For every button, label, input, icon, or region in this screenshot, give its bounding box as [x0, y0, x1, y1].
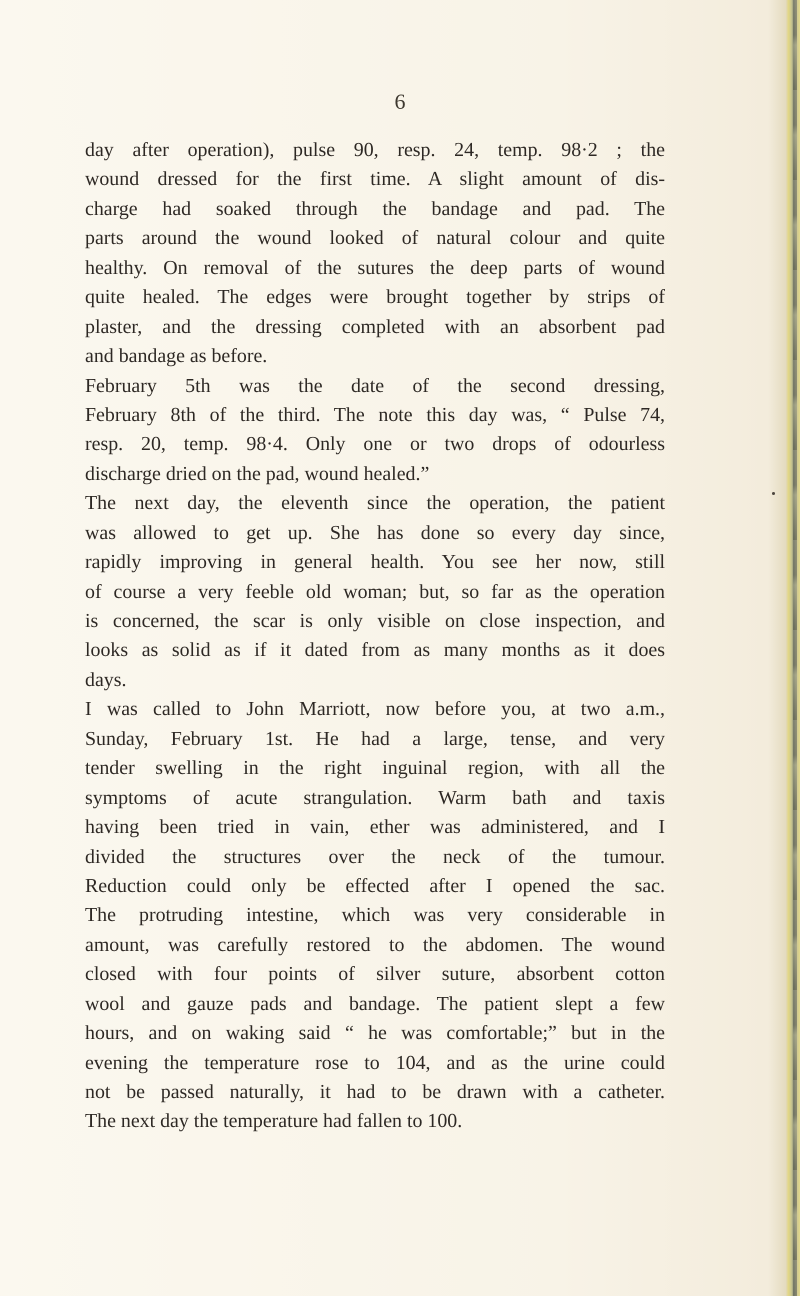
text-line: and bandage as before. — [85, 345, 268, 368]
text-line: days. — [85, 668, 127, 691]
text-line: tender swelling in the right inguinal region, with all the — [85, 757, 665, 780]
text-line: wool and gauze pads and bandage. The patient slept a few — [85, 992, 665, 1015]
text-line: The protruding intestine, which was very considerable in — [85, 904, 665, 927]
text-line: The next day the temperature had fallen to 100. — [85, 1110, 463, 1133]
text-line: healthy. On removal of the sutures the deep parts of wound — [85, 256, 665, 279]
text-line: amount, was carefully restored to the abdomen. The wound — [85, 933, 665, 956]
text-line: quite healed. The edges were brought together by strips of — [85, 286, 665, 309]
page-number: 6 — [394, 89, 406, 114]
text-line: Reduction could only be effected after I opened the sac. — [85, 874, 665, 897]
text-line: discharge dried on the pad, wound healed.” — [85, 462, 430, 485]
text-line: is concerned, the scar is only visible on close inspection, and — [85, 610, 665, 632]
text-line: parts around the wound looked of natural colour and quite — [85, 227, 665, 250]
text-line: The next day, the eleventh since the operation, the patient — [85, 492, 665, 515]
text-line: hours, and on waking said “ he was comfortable;” but in the — [85, 1022, 665, 1045]
page-edge-shadow — [793, 0, 797, 1296]
text-line: closed with four points of silver suture, absorbent cotton — [85, 963, 665, 986]
text-line: rapidly improving in general health. You see her now, still — [85, 551, 665, 574]
body-text — [85, 136, 665, 1137]
text-line: divided the structures over the neck of the tumour. — [85, 845, 665, 868]
text-line: plaster, and the dressing completed with an absorbent pad — [85, 315, 665, 338]
text-line: not be passed naturally, it had to be drawn with a catheter. — [85, 1081, 665, 1103]
text-line: was allowed to get up. She has done so every day since, — [85, 521, 665, 544]
text-line: evening the temperature rose to 104, and as the urine could — [85, 1051, 665, 1074]
ink-speck — [772, 492, 775, 495]
text-line: symptoms of acute strangulation. Warm bath and taxis — [85, 786, 665, 809]
text-line: I was called to John Marriott, now before you, at two a.m., — [85, 698, 665, 721]
text-line: wound dressed for the first time. A slight amount of dis- — [85, 168, 665, 191]
text-line: February 5th was the date of the second dressing, — [85, 374, 665, 397]
text-line: resp. 20, temp. 98·4. Only one or two drops of odourless — [85, 433, 665, 456]
text-line: charge had soaked through the bandage and pad. The — [85, 197, 665, 220]
text-line: day after operation), pulse 90, resp. 24, temp. 98·2 ; the — [85, 139, 665, 161]
text-line: Sunday, February 1st. He had a large, tense, and very — [85, 727, 665, 750]
text-line: having been tried in vain, ether was administered, and I — [85, 816, 665, 839]
text-line: looks as solid as if it dated from as many months as it does — [85, 639, 665, 662]
text-line: of course a very feeble old woman; but, so far as the operation — [85, 580, 665, 603]
text-line: February 8th of the third. The note this day was, “ Pulse 74, — [85, 403, 665, 426]
